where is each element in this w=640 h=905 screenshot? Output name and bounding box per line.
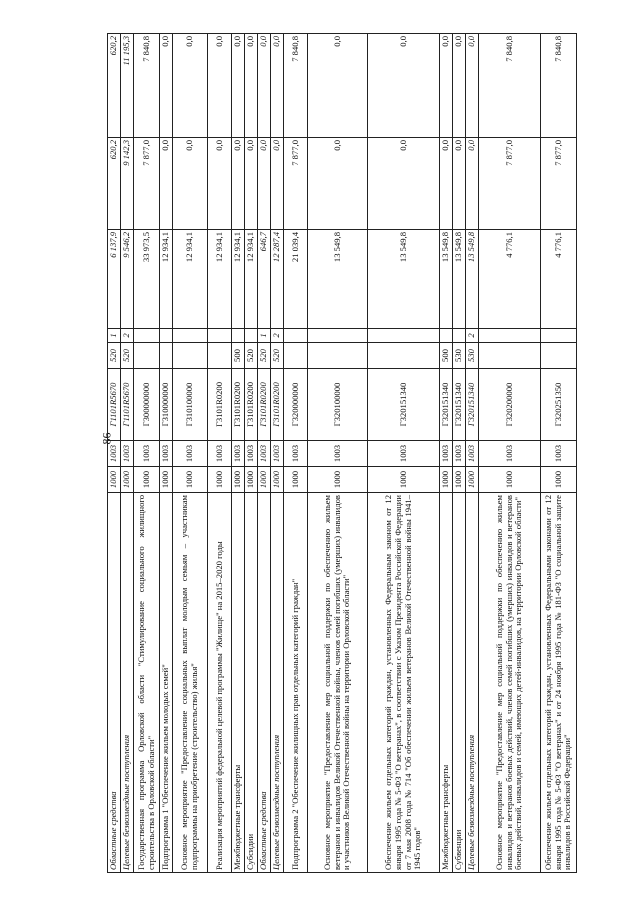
amount-year-2: 0,0 <box>258 138 271 230</box>
subsection-code: 1003 <box>173 441 208 467</box>
section-code: 1000 <box>121 467 134 493</box>
subsection-code: 1003 <box>453 441 466 467</box>
section-code: 1000 <box>271 467 284 493</box>
amount-year-1: 12 934,1 <box>232 230 245 329</box>
amount-year-1: 12 934,1 <box>160 230 173 329</box>
amount-year-3: 0,0 <box>440 34 453 138</box>
amount-year-1: 12 934,1 <box>245 230 258 329</box>
section-code: 1000 <box>308 467 368 493</box>
amount-year-2: 620,2 <box>108 138 121 230</box>
section-code: 1000 <box>541 467 577 493</box>
expense-type-code <box>479 343 541 369</box>
section-code: 1000 <box>453 467 466 493</box>
row-name: Межбюджетные трансферты <box>440 493 453 873</box>
expense-type-code: 500 <box>440 343 453 369</box>
source-code <box>368 329 440 343</box>
amount-year-3: 0,0 <box>368 34 440 138</box>
table-row <box>479 34 541 873</box>
row-name: Целевые безвозмездные поступления <box>121 493 134 873</box>
amount-year-2: 0,0 <box>245 138 258 230</box>
expense-type-code <box>208 343 232 369</box>
amount-year-3: 7 840,8 <box>541 34 577 138</box>
source-code: 2 <box>466 329 479 343</box>
amount-year-1: 4 776,1 <box>541 230 577 329</box>
source-code <box>208 329 232 343</box>
expense-type-code <box>134 343 160 369</box>
amount-year-2: 0,0 <box>208 138 232 230</box>
section-code: 1000 <box>173 467 208 493</box>
expense-type-code <box>284 343 308 369</box>
amount-year-3: 11 195,3 <box>121 34 134 138</box>
target-article-code: Г310100000 <box>173 369 208 441</box>
source-code <box>453 329 466 343</box>
amount-year-2: 0,0 <box>308 138 368 230</box>
source-code <box>284 329 308 343</box>
amount-year-2: 0,0 <box>271 138 284 230</box>
target-article-code: Г1101R5670 <box>121 369 134 441</box>
expense-type-code <box>160 343 173 369</box>
row-name: Подпрограмма 2 "Обеспечение жилищных прав отдельных категорий граждан" <box>284 493 308 873</box>
amount-year-2: 0,0 <box>466 138 479 230</box>
subsection-code: 1003 <box>541 441 577 467</box>
amount-year-1: 12 934,1 <box>173 230 208 329</box>
row-name: Субвенции <box>453 493 466 873</box>
amount-year-2: 7 877,0 <box>541 138 577 230</box>
row-name: Областные средства <box>258 493 271 873</box>
subsection-code: 1003 <box>271 441 284 467</box>
amount-year-1: 13 549,8 <box>440 230 453 329</box>
amount-year-2: 9 142,3 <box>121 138 134 230</box>
row-name: Государственная программа Орловской области "Стимулирование социального жилищного строительства в Орловской области" <box>134 493 160 873</box>
target-article-code: Г320000000 <box>284 369 308 441</box>
amount-year-2: 0,0 <box>440 138 453 230</box>
target-article-code: Г3101R0200 <box>208 369 232 441</box>
source-code <box>479 329 541 343</box>
expense-type-code: 500 <box>232 343 245 369</box>
row-name: Реализация мероприятий федеральной целевой программы "Жилище" на 2015–2020 годы <box>208 493 232 873</box>
target-article-code: Г3101R0200 <box>258 369 271 441</box>
source-code <box>160 329 173 343</box>
budget-table <box>107 33 577 873</box>
amount-year-2: 0,0 <box>368 138 440 230</box>
amount-year-1: 13 549,8 <box>368 230 440 329</box>
amount-year-1: 13 549,8 <box>466 230 479 329</box>
table-row <box>134 34 160 873</box>
page-number: 86 <box>99 432 114 445</box>
target-article-code: Г320151340 <box>466 369 479 441</box>
target-article-code: Г310000000 <box>160 369 173 441</box>
amount-year-3: 0,0 <box>271 34 284 138</box>
target-article-code: Г320200000 <box>479 369 541 441</box>
table-row <box>258 34 271 873</box>
table-row <box>308 34 368 873</box>
subsection-code: 1003 <box>308 441 368 467</box>
amount-year-1: 13 549,8 <box>308 230 368 329</box>
amount-year-3: 0,0 <box>258 34 271 138</box>
amount-year-1: 12 287,4 <box>271 230 284 329</box>
subsection-code: 1003 <box>368 441 440 467</box>
table-row <box>271 34 284 873</box>
target-article-code: Г320151340 <box>368 369 440 441</box>
amount-year-3: 0,0 <box>245 34 258 138</box>
amount-year-1: 6 137,9 <box>108 230 121 329</box>
source-code: 1 <box>258 329 271 343</box>
section-code: 1000 <box>134 467 160 493</box>
expense-type-code: 520 <box>245 343 258 369</box>
source-code: 2 <box>271 329 284 343</box>
amount-year-1: 646,7 <box>258 230 271 329</box>
row-name: Целевые безвозмездные поступления <box>466 493 479 873</box>
amount-year-1: 13 549,8 <box>453 230 466 329</box>
target-article-code: Г300000000 <box>134 369 160 441</box>
subsection-code: 1003 <box>208 441 232 467</box>
amount-year-2: 0,0 <box>173 138 208 230</box>
section-code: 1000 <box>245 467 258 493</box>
amount-year-2: 7 877,0 <box>134 138 160 230</box>
subsection-code: 1003 <box>134 441 160 467</box>
subsection-code: 1003 <box>440 441 453 467</box>
expense-type-code: 520 <box>258 343 271 369</box>
section-code: 1000 <box>284 467 308 493</box>
section-code: 1000 <box>466 467 479 493</box>
target-article-code: Г3101R0200 <box>232 369 245 441</box>
target-article-code: Г1101R5670 <box>108 369 121 441</box>
amount-year-3: 0,0 <box>160 34 173 138</box>
amount-year-1: 4 776,1 <box>479 230 541 329</box>
amount-year-2: 0,0 <box>160 138 173 230</box>
source-code <box>245 329 258 343</box>
rotated-table-area <box>107 34 640 873</box>
section-code: 1000 <box>440 467 453 493</box>
table-row <box>440 34 453 873</box>
row-name: Субсидии <box>245 493 258 873</box>
table-row <box>453 34 466 873</box>
section-code: 1000 <box>479 467 541 493</box>
table-row <box>466 34 479 873</box>
amount-year-3: 7 840,8 <box>284 34 308 138</box>
expense-type-code: 530 <box>466 343 479 369</box>
subsection-code: 1003 <box>258 441 271 467</box>
amount-year-1: 21 039,4 <box>284 230 308 329</box>
subsection-code: 1003 <box>284 441 308 467</box>
amount-year-3: 0,0 <box>308 34 368 138</box>
table-row <box>121 34 134 873</box>
amount-year-3: 620,2 <box>108 34 121 138</box>
row-name: Целевые безвозмездные поступления <box>271 493 284 873</box>
amount-year-3: 7 840,8 <box>479 34 541 138</box>
row-name: Основное мероприятие "Предоставление мер социальной поддержки по обеспечению жильем инвалидов и ветеранов боевых действий, членов семей погибших (умерших) инвалидов и ветеранов боевых действий, инвалидов и семей, имеющих детей-инвалидов, на территории Орловской области" <box>479 493 541 873</box>
section-code: 1000 <box>368 467 440 493</box>
subsection-code: 1003 <box>232 441 245 467</box>
target-article-code: Г3101R0200 <box>245 369 258 441</box>
section-code: 1000 <box>232 467 245 493</box>
amount-year-3: 0,0 <box>173 34 208 138</box>
expense-type-code: 520 <box>108 343 121 369</box>
row-name: Подпрограмма 1 "Обеспечение жильем молодых семей" <box>160 493 173 873</box>
row-name: Основное мероприятие "Предоставление социальных выплат молодым семьям – участникам подпрограммы на приобретение (строительство) жилья" <box>173 493 208 873</box>
expense-type-code <box>368 343 440 369</box>
amount-year-3: 0,0 <box>232 34 245 138</box>
row-name: Областные средства <box>108 493 121 873</box>
row-name: Межбюджетные трансферты <box>232 493 245 873</box>
expense-type-code: 520 <box>121 343 134 369</box>
amount-year-2: 7 877,0 <box>284 138 308 230</box>
subsection-code: 1003 <box>466 441 479 467</box>
amount-year-1: 33 973,5 <box>134 230 160 329</box>
source-code <box>134 329 160 343</box>
table-row <box>284 34 308 873</box>
subsection-code: 1003 <box>160 441 173 467</box>
section-code: 1000 <box>208 467 232 493</box>
source-code <box>232 329 245 343</box>
expense-type-code <box>308 343 368 369</box>
section-code: 1000 <box>160 467 173 493</box>
amount-year-3: 0,0 <box>208 34 232 138</box>
target-article-code: Г320100000 <box>308 369 368 441</box>
source-code <box>308 329 368 343</box>
section-code: 1000 <box>108 467 121 493</box>
expense-type-code: 520 <box>271 343 284 369</box>
amount-year-1: 12 934,1 <box>208 230 232 329</box>
row-name: Обеспечение жильем отдельных категорий граждан, установленных Федеральными законами от 12 января 1995 года № 5-ФЗ "О ветеранах" и от 24 ноября 1995 года № 181-ФЗ "О социальной защите инвалидов в Российской Федерации" <box>541 493 577 873</box>
source-code <box>440 329 453 343</box>
amount-year-3: 0,0 <box>466 34 479 138</box>
table-row <box>245 34 258 873</box>
row-name: Обеспечение жильем отдельных категорий граждан, установленных Федеральным законом от 12 января 1995 года № 5-ФЗ "О ветеранах", в соответствии с Указом Президента Российской Федерации от 7 мая 2008 года № 714 "Об обеспечении жильем ветеранов Великой Отечественной войны 1941–1945 годов" <box>368 493 440 873</box>
source-code: 1 <box>108 329 121 343</box>
subsection-code: 1003 <box>245 441 258 467</box>
expense-type-code: 530 <box>453 343 466 369</box>
amount-year-2: 0,0 <box>232 138 245 230</box>
amount-year-2: 7 877,0 <box>479 138 541 230</box>
amount-year-1: 9 546,2 <box>121 230 134 329</box>
target-article-code: Г320251350 <box>541 369 577 441</box>
table-row <box>232 34 245 873</box>
table-row <box>160 34 173 873</box>
target-article-code: Г320151340 <box>440 369 453 441</box>
amount-year-3: 7 840,8 <box>134 34 160 138</box>
table-row <box>368 34 440 873</box>
target-article-code: Г320151340 <box>453 369 466 441</box>
row-name: Основное мероприятие "Предоставление мер социальной поддержки по обеспечению жильем ветеранов и инвалидов Великой Отечественной войны, членов семей погибших (умерших) инвалидов и участников Великой Отечественной войны на территории Орловской области" <box>308 493 368 873</box>
source-code <box>541 329 577 343</box>
table-row <box>208 34 232 873</box>
source-code <box>173 329 208 343</box>
subsection-code: 1003 <box>479 441 541 467</box>
amount-year-3: 0,0 <box>453 34 466 138</box>
subsection-code: 1003 <box>121 441 134 467</box>
expense-type-code <box>541 343 577 369</box>
subsection-code: 1003 <box>108 441 121 467</box>
table-row <box>173 34 208 873</box>
target-article-code: Г3101R0200 <box>271 369 284 441</box>
source-code: 2 <box>121 329 134 343</box>
expense-type-code <box>173 343 208 369</box>
table-row <box>541 34 577 873</box>
amount-year-2: 0,0 <box>453 138 466 230</box>
section-code: 1000 <box>258 467 271 493</box>
table-row <box>108 34 121 873</box>
